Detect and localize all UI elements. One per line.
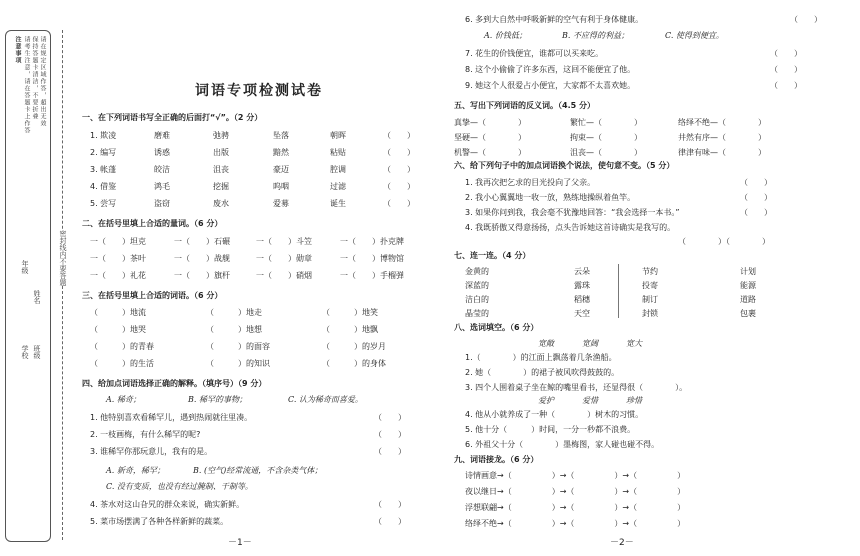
section-5-heading: 五、写出下列词语的反义词。（4.5 分） [454,101,595,110]
notice-line: 请考生注意，请在答题卡上作答 [23,36,30,134]
match-item[interactable]: 露珠 [574,281,590,290]
fill-blank[interactable]: （ ）地哭 [90,325,146,334]
answer-paren[interactable]: （ ） [740,208,772,217]
fill-question[interactable]: 2. 她（ ）的裙子被风吹得鼓鼓的。 [465,368,620,377]
word-item: 朝晖 [330,131,346,140]
question-text: 3. 如果你问到我，我会毫不犹豫地回答：“我会选择一本书。” [465,208,680,217]
fill-blank[interactable]: （ ）的知识 [206,359,270,368]
match-item[interactable]: 天空 [574,309,590,318]
measure-word-blank[interactable]: 一（ ）硝烟 [256,271,312,280]
section-8-heading: 八、选词填空。（6 分） [454,323,539,332]
word-item: 4. 借鉴 [90,182,117,191]
section-6-heading: 六、给下列句子中的加点词语换个说法，使句意不变。（5 分） [454,161,675,170]
measure-word-blank[interactable]: 一（ ）斗笠 [256,237,312,246]
fill-blank[interactable]: （ ）地飘 [322,325,378,334]
word-item: 呜咽 [273,182,289,191]
match-item[interactable]: 节约 [642,267,658,276]
measure-word-blank[interactable]: 一（ ）旗杆 [174,271,230,280]
s8-word: 宽阔 [582,339,598,348]
word-chain-row[interactable]: 夜以继日→（ ）→（ ）→（ ） [465,487,686,496]
fill-blank[interactable]: （ ）的青春 [90,342,154,351]
section-4-heading: 四、给加点词语选择正确的解释。（填序号）（9 分） [82,379,267,388]
question-text: 5. 菜市场摆满了各种各样新鲜的蔬菜。 [90,517,229,526]
antonym-blank[interactable]: 拘束—（ ） [570,133,642,142]
section-1-heading: 一、在下列词语书写全正确的后面打“√”。（2 分） [82,113,263,122]
r0-option-c: C. 使得到便宜。 [665,31,724,40]
answer-paren[interactable]: （ ） [740,193,772,202]
measure-word-blank[interactable]: 一（ ）手榴弹 [340,271,404,280]
measure-word-blank[interactable]: 一（ ）扑克牌 [340,237,404,246]
answer-paren[interactable]: （ ） [383,199,415,208]
fill-blank[interactable]: （ ）地笑 [322,308,378,317]
measure-word-blank[interactable]: 一（ ）石碾 [174,237,230,246]
page-number-2: －2－ [610,538,634,548]
answer-paren[interactable]: （ ） [790,15,822,24]
question-text: 4. 我既骄傲又得意扬扬，点头告诉她这首诗确实是我写的。 [465,223,676,232]
antonym-blank[interactable]: 井然有序—（ ） [678,133,766,142]
section-3-heading: 三、在括号里填上合适的词语。（6 分） [82,291,223,300]
answer-paren[interactable]: （ ） [374,413,406,422]
answer-paren[interactable]: （ ） [383,165,415,174]
answer-paren[interactable]: （ ） [770,49,802,58]
word-chain-row[interactable]: 诗情画意→（ ）→（ ）→（ ） [465,471,686,480]
seal-text: 密封线内不要答题 [59,230,67,286]
antonym-blank[interactable]: 络绎不绝—（ ） [678,118,766,127]
word-item: 鸿毛 [154,182,170,191]
s8-word: 宽大 [626,339,642,348]
word-item: 3. 帐蓬 [90,165,117,174]
fill-question[interactable]: 3. 四个人围着桌子坐在鲸的嘴里看书，还显得很（ ）。 [465,383,688,392]
answer-paren[interactable]: （ ） [374,447,406,456]
word-item: 磨难 [154,131,170,140]
match-item[interactable]: 制订 [642,295,658,304]
word-item: 诞生 [330,199,346,208]
question-text: 8. 这个小偷偷了许多东西，这回不能便宜了他。 [465,65,636,74]
match-item[interactable]: 投寄 [642,281,658,290]
s8-word: 爱护 [538,396,554,405]
section-9-heading: 九、词语接龙。（6 分） [454,455,539,464]
match-item[interactable]: 洁白的 [465,295,489,304]
field-name[interactable]: 姓名 [33,290,41,304]
measure-word-blank[interactable]: 一（ ）坦克 [90,237,146,246]
word-item: 弛骋 [213,131,229,140]
page-number-1: －1－ [228,538,252,548]
question-text: 4. 茶水对这山旮旯的群众来说，确实新鲜。 [90,500,245,509]
match-item[interactable]: 能源 [740,281,756,290]
answer-paren[interactable]: （ ） [383,148,415,157]
fill-blank[interactable]: （ ）的身体 [322,359,386,368]
match-item[interactable]: 稻穗 [574,295,590,304]
word-item: 沮丧 [213,165,229,174]
notice-line: 请在规定区域作答，超出无效 [39,36,46,127]
match-item[interactable]: 金黄的 [465,267,489,276]
s8-word: 宽敞 [538,339,554,348]
antonym-blank[interactable]: 机警—（ ） [454,148,526,157]
match-item[interactable]: 晶莹的 [465,309,489,318]
fill-blank[interactable]: （ ）地走 [206,308,262,317]
antonym-blank[interactable]: 繁忙—（ ） [570,118,642,127]
word-item: 2. 编写 [90,148,117,157]
binding-strip [0,0,58,556]
antonym-blank[interactable]: 真挚—（ ） [454,118,526,127]
r0-option-a: A. 价钱低； [484,31,527,40]
word-item: 挖掘 [213,182,229,191]
answer-paren[interactable]: （ ） [770,81,802,90]
question-text: 2. 我小心翼翼地一收一放，熟练地操纵着鱼竿。 [465,193,636,202]
antonym-blank[interactable]: 律津有味—（ ） [678,148,766,157]
s4-option2-a: A. 新奇，稀罕； [106,466,165,475]
word-item: 出版 [213,148,229,157]
word-item: 坠落 [273,131,289,140]
s8-word: 爱惜 [582,396,598,405]
answer-paren[interactable]: （ ） [740,178,772,187]
question-text: 9. 她这个人很爱占小便宜，大家都不太喜欢她。 [465,81,636,90]
fill-question[interactable]: 5. 他十分（ ）时间，一分一秒都不浪费。 [465,425,636,434]
fill-blank[interactable]: （ ）的生活 [90,359,154,368]
fill-blank[interactable]: （ ）地流 [90,308,146,317]
match-item[interactable]: 封锁 [642,309,658,318]
measure-word-blank[interactable]: 一（ ）礼花 [90,271,146,280]
match-item[interactable]: 道路 [740,295,756,304]
notice-head: 注意事项 [14,36,21,64]
field-year[interactable]: 年级 [21,260,29,274]
match-item[interactable]: 包裹 [740,309,756,318]
word-item: 废水 [213,199,229,208]
fill-blank[interactable]: （ ）的岁月 [322,342,386,351]
word-item: 5. 尝写 [90,199,117,208]
field-class[interactable]: 班级 [33,345,41,359]
answer-paren[interactable]: （ ） [374,500,406,509]
page-right [450,0,855,556]
word-item: 盗窃 [154,199,170,208]
notice-line: 保持答题卡清洁，不要折叠 [31,36,38,120]
word-item: 1. 欺凌 [90,131,117,140]
word-item: 诱惑 [154,148,170,157]
match-item[interactable]: 计划 [740,267,756,276]
section-2-heading: 二、在括号里填上合适的量词。（6 分） [82,219,223,228]
question-text: 3. 谁稀罕你那玩意儿，我有的是。 [90,447,213,456]
measure-word-blank[interactable]: 一（ ）勋章 [256,254,312,263]
fill-question[interactable]: 6. 外祖父十分（ ）墨梅图，家人碰也碰不得。 [465,440,660,449]
fill-question[interactable]: 1.（ ）的江面上飘荡着几条渔船。 [465,353,617,362]
s8-word: 珍惜 [626,396,642,405]
word-item: 皎洁 [154,165,170,174]
measure-word-blank[interactable]: 一（ ）茶叶 [90,254,146,263]
word-item: 过滤 [330,182,346,191]
word-item: 粘贴 [330,148,346,157]
match-item[interactable]: 深蓝的 [465,281,489,290]
s4-option-b: B. 稀罕的事物； [188,395,247,404]
question-text: 1. 他特别喜欢看稀罕儿，遇到热闹就往里凑。 [90,413,253,422]
section-7-heading: 七、连一连。（4 分） [454,251,531,260]
s7-divider [618,264,619,318]
antonym-blank[interactable]: 沮丧—（ ） [570,148,642,157]
s4-option-a: A. 稀奇； [106,395,141,404]
s4-option-c: C. 认为稀奇而喜爱。 [288,395,363,404]
s4-option2-c: C. 没有变质，也没有经过腌制、干制等。 [106,482,253,491]
fill-blank[interactable]: （ ）地想 [206,325,262,334]
s6-tail-parens[interactable]: （ ）（ ） [678,237,770,246]
fill-question[interactable]: 4. 他从小就养成了一种（ ）树木的习惯。 [465,410,644,419]
answer-paren[interactable]: （ ） [374,517,406,526]
answer-paren[interactable]: （ ） [770,65,802,74]
antonym-blank[interactable]: 坚硬—（ ） [454,133,526,142]
word-item: 黯然 [273,148,289,157]
fill-blank[interactable]: （ ）的面容 [206,342,270,351]
question-text: 2. 一枝画梅，有什么稀罕的呢? [90,430,201,439]
answer-paren[interactable]: （ ） [374,430,406,439]
answer-paren[interactable]: （ ） [383,131,415,140]
answer-paren[interactable]: （ ） [383,182,415,191]
word-chain-row[interactable]: 络绎不绝→（ ）→（ ）→（ ） [465,519,686,528]
page-title: 词语专项检测试卷 [195,83,323,99]
s4-q6: 6. 多到大自然中呼吸新鲜的空气有利于身体健康。 [465,15,644,24]
word-item: 豪迈 [273,165,289,174]
word-item: 腔调 [330,165,346,174]
word-chain-row[interactable]: 浮想联翩→（ ）→（ ）→（ ） [465,503,686,512]
question-text: 1. 我再次把乞求的目光投向了父亲。 [465,178,596,187]
measure-word-blank[interactable]: 一（ ）战舰 [174,254,230,263]
word-item: 爱募 [273,199,289,208]
field-school[interactable]: 学校 [21,345,29,359]
page-left [78,0,440,556]
measure-word-blank[interactable]: 一（ ）博物馆 [340,254,404,263]
question-text: 7. 花生的价钱便宜，谁都可以买来吃。 [465,49,604,58]
match-item[interactable]: 云朵 [574,267,590,276]
s4-option2-b: B. (空气)经常流通，不含杂类气体； [193,466,323,475]
r0-option-b: B. 不应得的利益； [562,31,629,40]
